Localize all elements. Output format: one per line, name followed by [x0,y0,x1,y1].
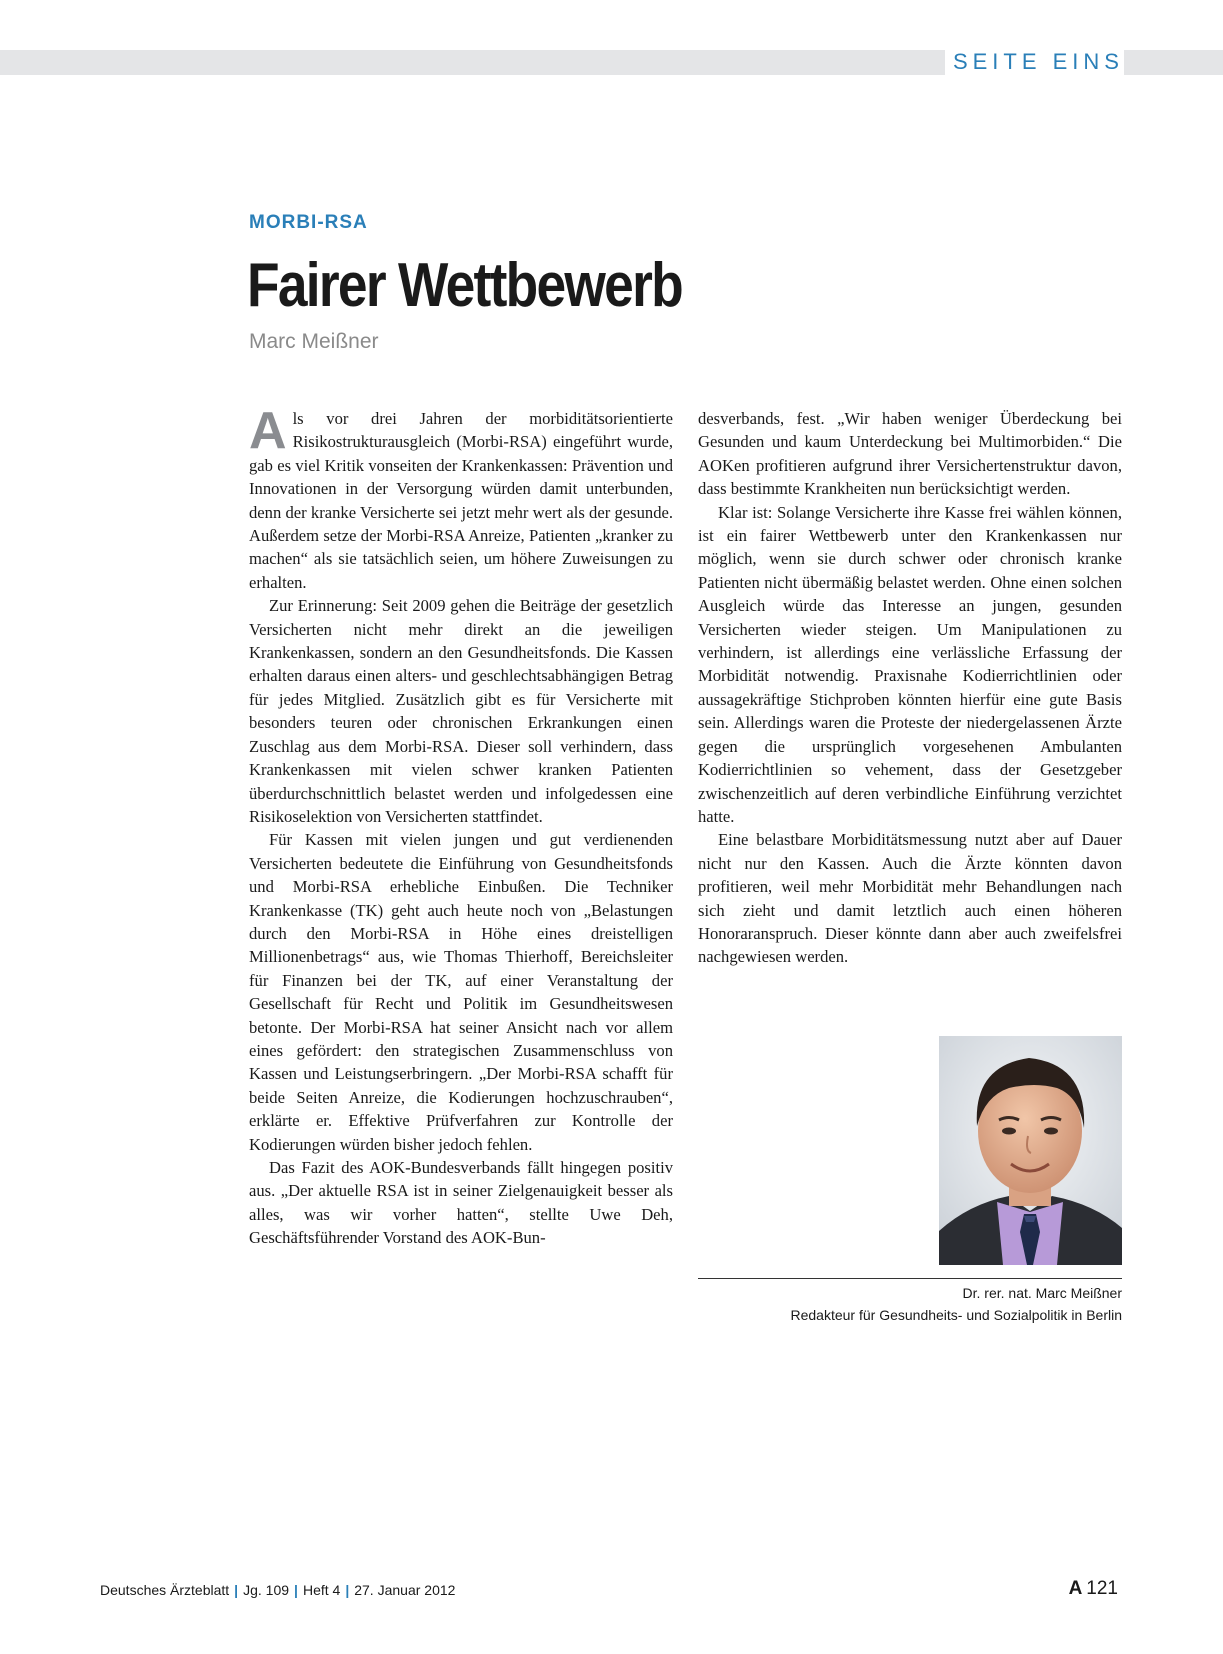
page-number-value: 121 [1086,1578,1118,1599]
footer-separator: | [234,1582,239,1598]
caption-divider [698,1278,1122,1279]
caption-name: Dr. rer. nat. Marc Meißner [962,1285,1122,1301]
drop-cap: A [249,402,287,460]
footer-publication: Deutsches Ärzteblatt [100,1582,230,1598]
article-author: Marc Meißner [249,330,379,353]
footer-volume: Jg. 109 [243,1582,290,1598]
article-column-left [249,402,673,1250]
paragraph [249,402,673,594]
section-label: SEITE EINS [945,48,1124,76]
author-photo [939,1036,1122,1265]
paragraph: Klar ist: Solange Versicherte ihre Kasse frei wählen können, ist ein fairer Wettbewerb unter den Krankenkassen nur möglich, wenn sie durch schwer oder chronisch kranke Patienten nicht übermäßig belastet werden. Ohne einen solchen Ausgleich würde das Interesse an jungen, gesunden Versicherten wieder steigen. Um Manipulationen zu verhindern, ist allerdings eine verlässliche Erfassung der Morbidität notwendig. Praxisnahe Kodierrichtlinien oder aussagekräftige Stichproben könnten hierfür eine gute Basis sein. Allerdings waren die Proteste der niedergelassenen Ärzte gegen die ursprünglich vorgesehenen Ambulanten Kodierrichtlinien so vehement, dass der Gesetzgeber zwischenzeitlich auf deren verbindliche Einführung verzichtet hatte. [698,502,1122,826]
page-number [1069,1578,1118,1600]
paragraph-text: ls vor drei Jahren der morbiditätsorientierte Risikostrukturausgleich (Morbi-RSA) eingeführt wurde, gab es viel Kritik vonseiten der Krankenkassen: Prävention und Innovationen in der Versorgung würden damit unterbunden, denn der kranke Versicherte sei jetzt mehr wert als der gesunde. Außerdem setze der Morbi-RSA Anreize, Patienten „kranker zu machen“ als sie tatsächlich seien, um höhere Zuweisungen zu erhalten. [249,409,673,592]
author-portrait-image [939,1036,1122,1265]
article-kicker: MORBI-RSA [249,212,368,233]
paragraph: desverbands, fest. „Wir haben weniger Überdeckung bei Gesunden und kaum Unterdeckung bei Multimorbiden.“ Die AOKen profitieren aufgrund ihrer Versichertenstruktur davon, dass bestimmte Krankheiten nun berücksichtigt werden. [698,409,1122,499]
page-prefix: A [1068,1578,1083,1599]
caption-role: Redakteur für Gesundheits- und Sozialpolitik in Berlin [790,1307,1122,1323]
footer-date: 27. Januar 2012 [354,1582,456,1598]
page-footer [100,1582,455,1598]
photo-caption [790,1282,1122,1326]
article-title: Fairer Wettbewerb [247,251,682,320]
paragraph: Zur Erinnerung: Seit 2009 gehen die Beiträge der gesetzlich Versicherten nicht mehr direkt an die jeweiligen Krankenkassen, sondern an den Gesundheitsfonds. Die Kassen erhalten daraus einen alters- und geschlechtsabhängigen Betrag für jedes Mitglied. Zusätzlich gibt es für Versicherte mit besonders teuren oder chronischen Erkrankungen einen Zuschlag aus dem Morbi-RSA. Dieser soll verhindern, dass Krankenkassen mit vielen schwer kranken Patienten überdurchschnittlich belastet werden und infolgedessen eine Risikoselektion von Versicherten stattfindet. [249,596,673,826]
paragraph: Eine belastbare Morbiditätsmessung nutzt aber auf Dauer nicht nur den Kassen. Auch die Ärzte könnten davon profitieren, weil mehr Morbidität mehr Behandlungen nach sich zieht und damit letztlich auch einen höheren Honoraranspruch. Dieser könnte dann aber auch zweifelsfrei nachgewiesen werden. [698,830,1122,967]
paragraph: Für Kassen mit vielen jungen und gut verdienenden Versicherten bedeutete die Einführung von Gesundheitsfonds und Morbi-RSA erhebliche Einbußen. Die Techniker Krankenkasse (TK) geht auch heute noch von „Belastungen durch den Morbi-RSA in Höhe eines dreistelligen Millionenbetrags“ aus, wie Thomas Thierhoff, Bereichsleiter für Finanzen bei der TK, auf einer Veranstaltung der Gesellschaft für Recht und Politik im Gesundheitswesen betonte. Der Morbi-RSA hat seiner Ansicht nach vor allem eines gefördert: den strategischen Zusammenschluss von Kassen und Leistungserbringern. „Der Morbi-RSA schafft für beide Seiten Anreize, die Kodierungen hochzuschrauben“, erklärte er. Effektive Prüfverfahren zur Kontrolle der Kodierungen würden bisher jedoch fehlen. [249,830,673,1154]
footer-separator: | [294,1582,298,1598]
paragraph: Das Fazit des AOK-Bundesverbands fällt hingegen positiv aus. „Der aktuelle RSA ist in seiner Zielgenauigkeit besser als alles, was wir vorher hatten“, stellte Uwe Deh, Geschäftsführender Vorstand des AOK-Bun- [249,1158,673,1248]
article-column-right [698,407,1122,969]
footer-issue: Heft 4 [302,1582,341,1598]
footer-separator: | [345,1582,350,1598]
